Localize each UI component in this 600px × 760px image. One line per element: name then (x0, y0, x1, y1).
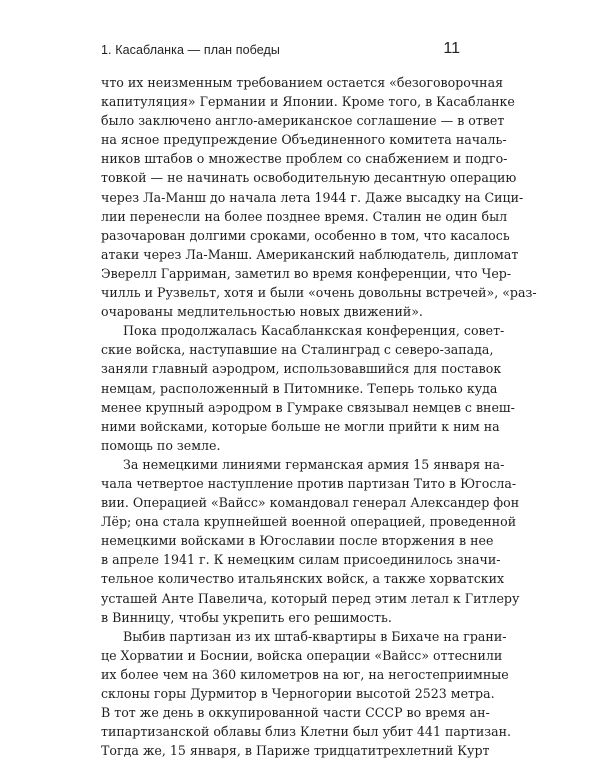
text-line: Лёр; она стала крупнейшей военной операцией, проведенной (101, 514, 517, 530)
text-line: немецкими войсками в Югославии после вторжения в нее (101, 533, 494, 549)
text-line: было заключено англо-американское соглашение — в ответ (101, 113, 505, 129)
text-line: ними войсками, которые больше не могли прийти к ним на (101, 418, 500, 434)
text-line: заняли главный аэродром, использовавшийся для поставок (101, 361, 502, 377)
text-line: типартизанской облавы близ Клетни был убит 441 партизан. (101, 724, 512, 740)
text-line: За немецкими линиями германская армия 15 января на- (123, 456, 505, 472)
text-line: Пока продолжалась Касабланкская конференция, совет- (123, 323, 505, 339)
text-line: Выбив партизан из их штаб-квартиры в Бихаче на грани- (123, 628, 507, 644)
text-line: разочарован долгими сроками, особенно в том, что касалось (101, 227, 510, 243)
text-line: чала четвертое наступление против партизан Тито в Югосла- (101, 475, 517, 491)
text-line: товкой — не начинать освободительную десантную операцию (101, 170, 517, 186)
text-line: Тогда же, 15 января, в Париже тридцатитрехлетний Курт (101, 743, 490, 759)
paragraph (101, 321, 515, 455)
text-line: в апреле 1941 г. К немецким силам присоединилось значи- (101, 552, 501, 568)
text-line: тельное количество итальянских войск, а также хорватских (101, 571, 505, 587)
text-line: лии перенесли на более позднее время. Сталин не один был (101, 208, 508, 224)
text-line: це Хорватии и Боснии, войска операции «Вайсс» оттеснили (101, 647, 503, 663)
text-line: вии. Операцией «Вайсс» командовал генерал Александер фон (101, 495, 520, 511)
text-line: ников штабов о множестве проблем со снабжением и подго- (101, 151, 508, 167)
text-line: ские войска, наступавшие на Сталинград с северо-запада, (101, 342, 494, 358)
text-line: атаки через Ла-Манш. Американский наблюдатель, дипломат (101, 246, 519, 262)
text-line: усташей Анте Павелича, который перед этим летал к Гитлеру (101, 590, 520, 606)
text-line: В тот же день в оккупированной части СССР во время ан- (101, 705, 490, 721)
text-line: склоны горы Дурмитор в Черногории высотой 2523 метра. (101, 686, 495, 701)
paragraph (101, 627, 512, 760)
text-line: чилль и Рузвельт, хотя и были «очень довольны встречей», «раз- (101, 285, 537, 301)
text-line: их более чем на 360 километров на юг, на негостеприимные (101, 666, 509, 682)
text-line: на ясное предупреждение Объединенного комитета началь- (101, 132, 507, 148)
paragraph (101, 455, 520, 627)
text-line: очарованы медлительностью новых движений». (101, 304, 423, 320)
paragraph (101, 73, 537, 321)
chapter-title: 1. Касабланка — план победы (101, 43, 281, 57)
text-line: капитуляция» Германии и Японии. Кроме того, в Касабланке (101, 94, 515, 110)
text-line: через Ла-Манш до начала лета 1944 г. Даже высадку на Сици- (101, 189, 524, 205)
body-text (101, 73, 537, 760)
text-line: что их неизменным требованием остается «безоговорочная (101, 75, 504, 90)
text-line: немцам, расположенный в Питомнике. Теперь только куда (101, 380, 498, 396)
text-line: менее крупный аэродром в Гумраке связывал немцев с внеш- (101, 399, 515, 415)
page-number: 11 (443, 40, 460, 57)
text-line: в Винницу, чтобы укрепить его решимость. (101, 609, 392, 625)
running-header (101, 41, 460, 65)
text-line: Эверелл Гарриман, заметил во время конференции, что Чер- (101, 265, 512, 281)
text-line: помощь по земле. (101, 437, 221, 453)
